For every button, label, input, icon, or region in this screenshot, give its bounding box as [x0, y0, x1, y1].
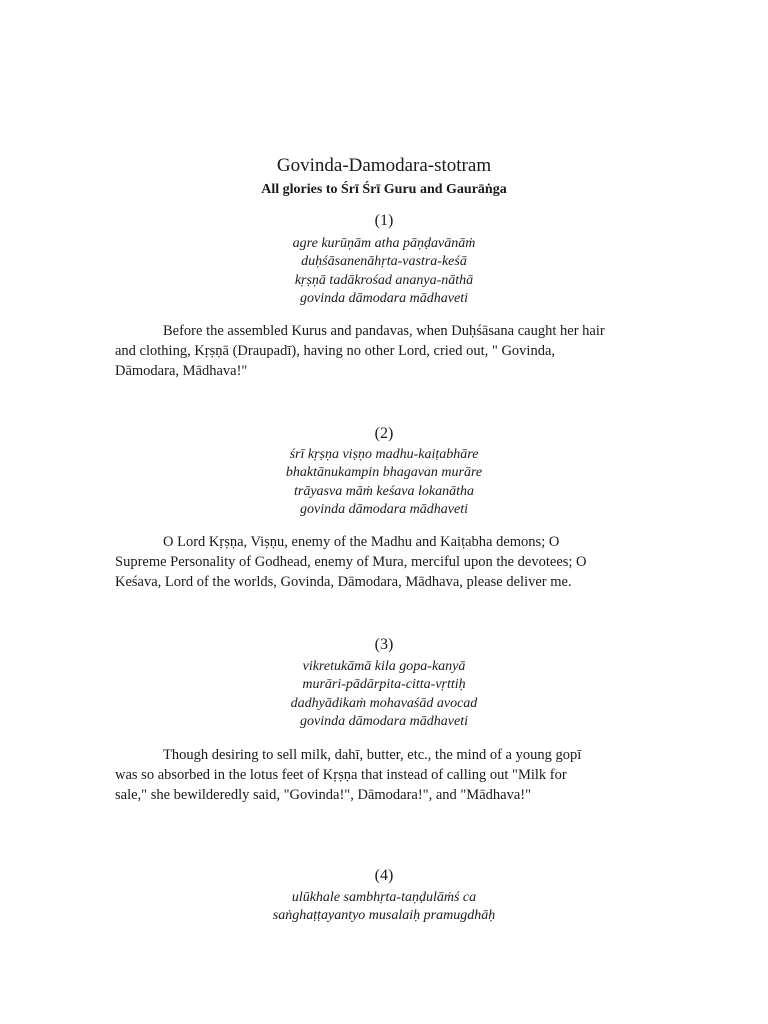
verse-3-sanskrit	[0, 658, 768, 731]
verse-4-line-1: ulūkhale sambhṛta-taṇḍulāṁś ca	[291, 890, 477, 905]
verse-3-line-4: govinda dāmodara mādhaveti	[300, 713, 468, 729]
verse-2-line-3: trāyasva māṁ keśava lokanātha	[293, 483, 475, 499]
verse-1-translation-line-1: Before the assembled Kurus and pandavas, when Duḥśāsana caught her hair	[163, 323, 605, 339]
verse-1-line-4: govinda dāmodara mādhaveti	[300, 290, 468, 306]
verse-2-line-2: bhaktānukampin bhagavan murāre	[285, 465, 483, 481]
page-title: Govinda-Damodara-stotram	[276, 155, 492, 176]
verse-1-sanskrit	[0, 235, 768, 308]
verse-4-number: (4)	[374, 867, 394, 884]
verse-1-number: (1)	[374, 212, 394, 229]
verse-2-translation-line-2: Supreme Personality of Godhead, enemy of Mura, merciful upon the devotees; O	[115, 554, 587, 570]
verse-3-translation-line-2: was so absorbed in the lotus feet of Kṛṣṇa that instead of calling out "Milk for	[115, 767, 567, 783]
verse-1-line-2: duḥśāsanenāhṛta-vastra-keśā	[301, 254, 467, 270]
verse-2-line-1: śrī kṛṣṇa viṣṇo madhu-kaiṭabhāre	[289, 447, 479, 462]
verse-2-line-4: govinda dāmodara mādhaveti	[300, 501, 468, 517]
verse-4-sanskrit	[0, 889, 768, 926]
verse-1-translation-line-2: and clothing, Kṛṣṇā (Draupadī), having no other Lord, cried out, " Govinda,	[115, 343, 555, 359]
verse-2-sanskrit	[0, 446, 768, 519]
verse-3-translation	[115, 745, 660, 805]
verse-1-translation-line-3: Dāmodara, Mādhava!"	[115, 363, 248, 379]
verse-4-line-2: saṅghaṭṭayantyo musalaiḥ pramugdhāḥ	[272, 908, 496, 924]
page-subtitle: All glories to Śrī Śrī Guru and Gaurāṅga	[261, 182, 507, 197]
verse-2-translation-line-3: Keśava, Lord of the worlds, Govinda, Dāmodara, Mādhava, please deliver me.	[115, 574, 572, 590]
verse-3-translation-line-3: sale," she bewilderedly said, "Govinda!", Dāmodara!", and "Mādhava!"	[115, 787, 532, 803]
verse-3-line-3: dadhyādikaṁ mohavaśād avocad	[290, 695, 478, 711]
verse-1-line-1: agre kurūṇām atha pāṇḍavānāṁ	[292, 236, 476, 251]
verse-1-translation	[115, 321, 660, 381]
verse-2-translation	[115, 532, 660, 592]
verse-3-line-2: murāri-pādārpita-citta-vṛttiḥ	[302, 677, 466, 693]
verse-1-line-3: kṛṣṇā tadākrośad ananya-nāthā	[294, 272, 474, 288]
verse-3-translation-line-1: Though desiring to sell milk, dahī, butter, etc., the mind of a young gopī	[163, 747, 582, 763]
verse-3-number: (3)	[374, 636, 394, 653]
verse-2-number: (2)	[374, 425, 394, 442]
verse-2-translation-line-1: O Lord Kṛṣṇa, Viṣṇu, enemy of the Madhu and Kaiṭabha demons; O	[163, 534, 560, 550]
verse-3-line-1: vikretukāmā kila gopa-kanyā	[302, 659, 466, 674]
